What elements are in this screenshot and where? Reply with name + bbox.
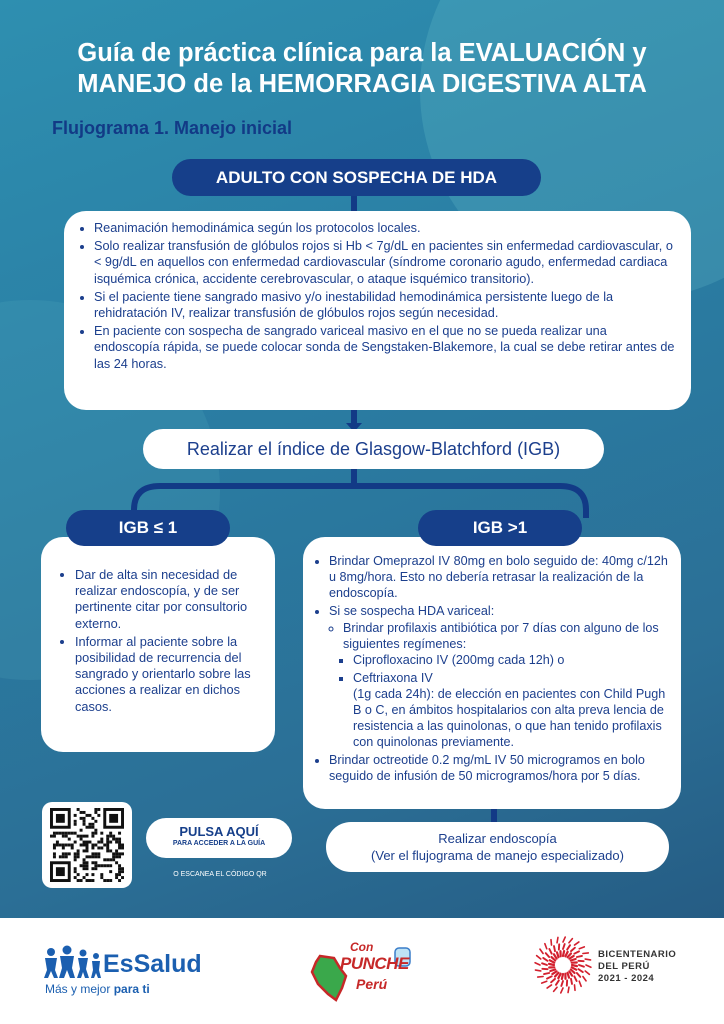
left-branch-label: IGB ≤ 1: [66, 510, 230, 546]
qr-note: O ESCANEA EL CÓDIGO QR: [173, 871, 267, 878]
list-item: • En paciente con sospecha de sangrado variceal masivo en el que no se pueda realizar una endoscopía rápida, se puede colocar sonda de Sengstaken-Blakemore, la cual se debe retirar antes de las 24 horas.: [94, 323, 675, 372]
start-node: ADULTO CON SOSPECHA DE HDA: [172, 159, 541, 196]
punche-line-2: PUNCHE: [340, 954, 409, 973]
list-item: • Solo realizar transfusión de glóbulos rojos si Hb < 7g/dL en pacientes sin enfermedad cardiovascular, o < 9g/dL en aquellos con enfermedad cardiovascular (síndrome coronario agudo, enfermedad cardiaca isquémica crónica, accidente cerebrovascular, o ataque isquémico transitorio).: [94, 238, 675, 287]
essalud-logo-text: EsSalud: [103, 950, 202, 978]
footer: [0, 918, 724, 1024]
title-line-1: Guía de práctica clínica para la EVALUACIÓN y: [77, 39, 647, 67]
punche-line-3: Perú: [356, 976, 388, 992]
list-item: [329, 604, 669, 751]
access-guide-button-sublabel: PARA ACCEDER A LA GUÍA: [172, 840, 266, 847]
page-title: [30, 38, 694, 100]
list-item: • Informar al paciente sobre la posibilidad de recurrencia del sangrado y orientarlo sobre las acciones a realizar en dichos casos.: [75, 634, 267, 715]
igb-node: Realizar el índice de Glasgow-Blatchford (IGB): [143, 429, 604, 469]
essalud-people-icon: [43, 944, 103, 980]
right-branch-label: IGB >1: [418, 510, 582, 546]
sub-list-item-text: Brindar profilaxis antibiótica por 7 días con alguno de los siguientes regímenes:: [343, 620, 659, 651]
essalud-tagline: [45, 982, 150, 996]
bicentenario-line-2: DEL PERÚ: [598, 961, 650, 972]
access-guide-button[interactable]: [146, 818, 292, 858]
sub-list-item-text: Ceftriaxona IV: [353, 671, 433, 686]
title-line-2: MANEJO de la HEMORRAGIA DIGESTIVA ALTA: [77, 70, 647, 98]
page-subtitle: Flujograma 1. Manejo inicial: [52, 118, 293, 138]
list-item: • Brindar Omeprazol IV 80mg en bolo seguido de: 40mg c/12h u 8mg/hora. Esto no debería retrasar la realización de la endoscopía.: [329, 554, 669, 602]
essalud-tagline-b: para ti: [113, 982, 150, 996]
final-node: [326, 822, 669, 872]
access-guide-button-label: PULSA AQUÍ: [179, 824, 259, 839]
essalud-tagline-a: Más y mejor: [45, 982, 114, 996]
final-node-line-2: (Ver el flujograma de manejo especializado): [371, 848, 624, 863]
bicentenario-text: [598, 949, 676, 985]
connector-final: [491, 808, 497, 822]
list-item: • Dar de alta sin necesidad de realizar endoscopía, y de ser pertinente citar por consultorio externo.: [75, 567, 267, 632]
bicentenario-emblem-icon: [532, 934, 594, 996]
sub-list-item: ▪ Ciprofloxacino IV (200mg cada 12h) o: [353, 653, 669, 669]
right-branch-box: [303, 537, 681, 809]
con-punche-peru-logo: [306, 940, 418, 1002]
list-item: • Si el paciente tiene sangrado masivo y/o inestabilidad hemodinámica persistente luego de la rehidratación IV, realizar transfusión de glóbulos rojos según necesidad.: [94, 289, 675, 321]
bicentenario-line-1: BICENTENARIO: [598, 949, 677, 960]
punche-line-1: Con: [350, 940, 374, 954]
sub-list-item: [343, 621, 669, 751]
bicentenario-line-3: 2021 - 2024: [598, 973, 655, 984]
sub-list-item-detail: (1g cada 24h): de elección en pacientes con Child Pugh B o C, en ámbitos hospitalarios con alta preva lencia de resistencia a las quinolonas, o que han tenido profilaxis con quinolonas previamente.: [353, 687, 666, 749]
final-node-line-1: Realizar endoscopía: [438, 831, 557, 846]
qr-code[interactable]: [42, 802, 132, 888]
qr-code-icon: [50, 808, 124, 882]
initial-management-box: [64, 211, 691, 410]
sub-list-item: [353, 671, 669, 751]
list-item: • Reanimación hemodinámica según los protocolos locales.: [94, 220, 675, 236]
list-item: • Brindar octreotide 0.2 mg/mL IV 50 microgramos en bolo seguido de infusión de 50 microgramos/hora por 5 días.: [329, 753, 669, 785]
list-item-text: Si se sospecha HDA variceal:: [329, 603, 495, 618]
left-branch-box: [41, 537, 275, 752]
